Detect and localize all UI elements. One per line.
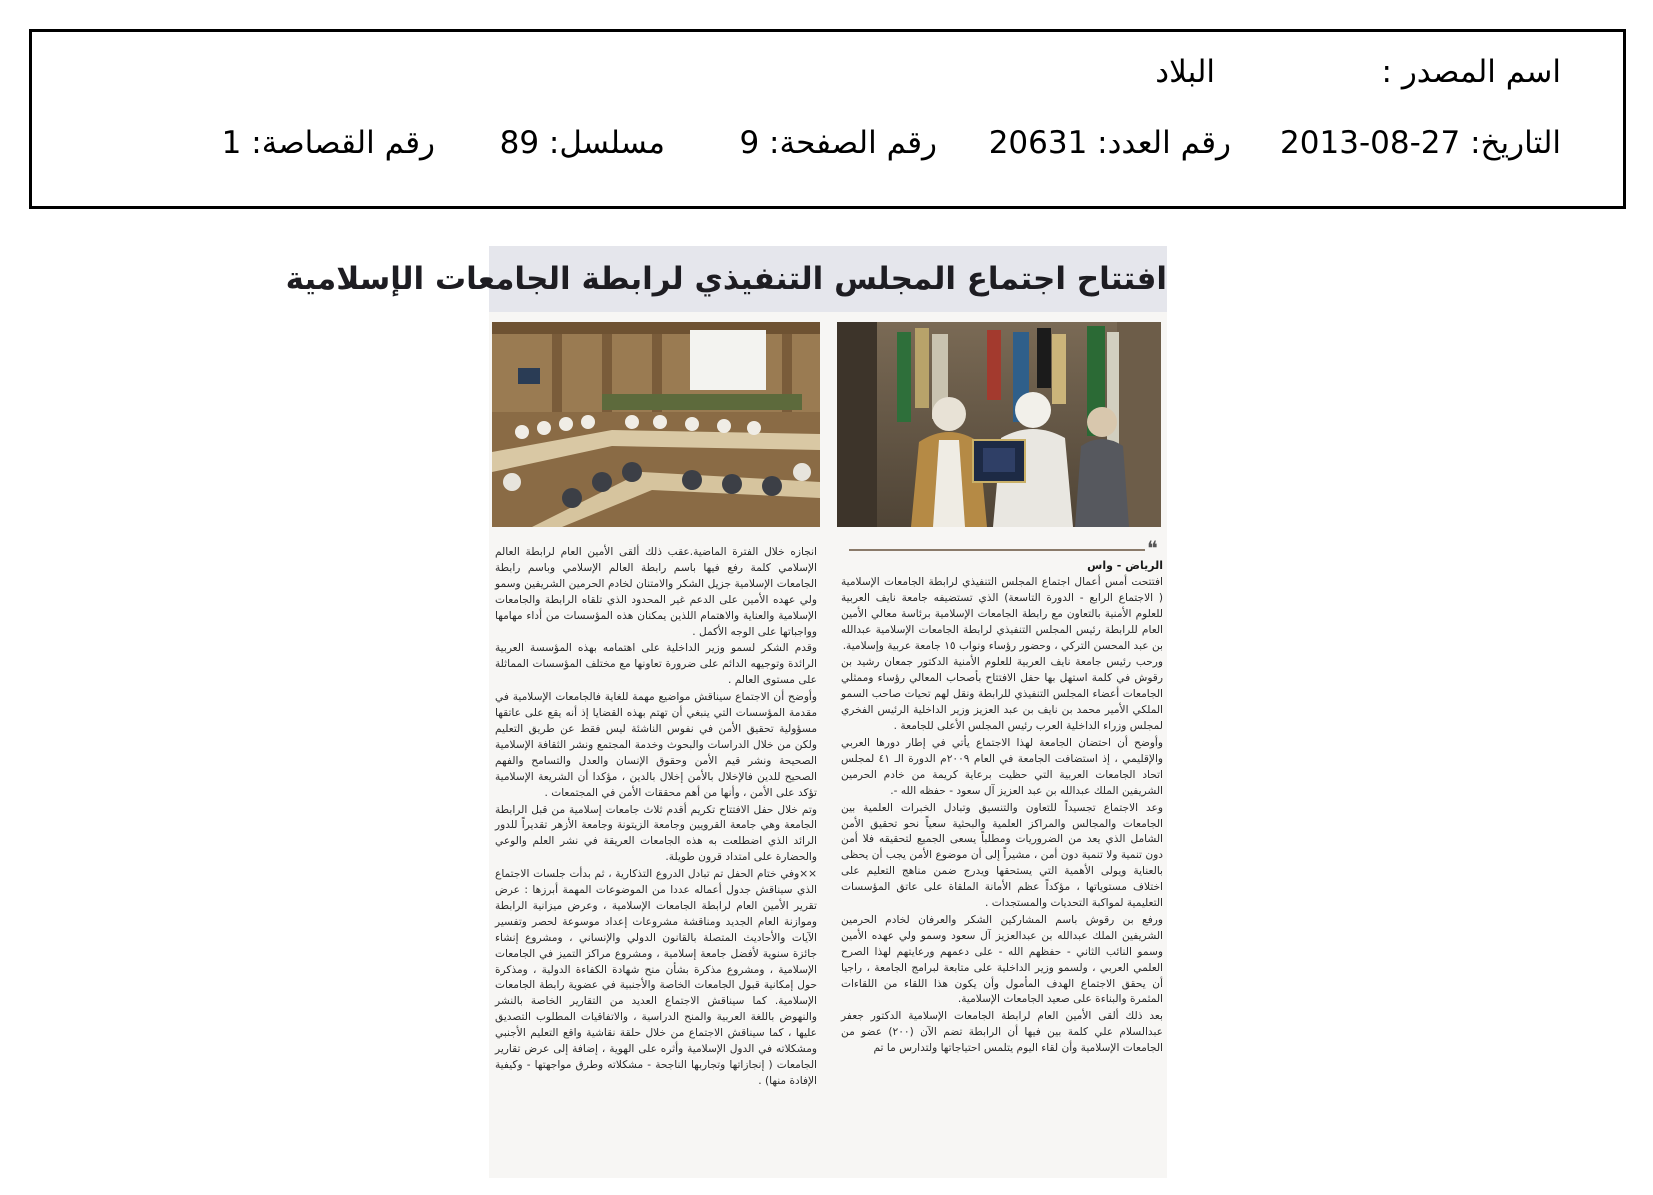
meeting-room-photo xyxy=(492,322,820,527)
article-right-column xyxy=(841,558,1163,1168)
award-ceremony-illustration xyxy=(837,322,1161,527)
serial-number-field: مسلسل: 89 xyxy=(499,125,665,161)
paragraph: ورفع بن رقوش باسم المشاركين الشكر والعرفان لخادم الحرمين الشريفين الملك عبدالله بن عبدالعزيز آل سعود وسمو ولي عهده الأمين وسمو النائب الثاني - حفظهم الله - على دعمهم ورعايتهم لهذا الصرح العلمي العربي ، ولسمو وزير الداخلية على متابعة لبرامج الجامعة ، راجيا أن يحقق الاجتماع الهدف المأمول وأن يكون هذا اللقاء من اللقاءات المثمرة والبناءة على صعيد الجامعات الإسلامية. xyxy=(841,913,1163,1006)
meeting-room-illustration xyxy=(492,322,820,527)
headline-bar xyxy=(285,246,1167,312)
source-label: اسم المصدر : xyxy=(1381,54,1561,90)
paragraph: ××وفي ختام الحفل تم تبادل الدروع التذكارية ، ثم بدأت جلسات الاجتماع الذي سيناقش جدول أعماله عددا من الموضوعات المهمة أبرزها : عرض تقرير الأمين العام لرابطة الجامعات الإسلامية ، وعرض ميزانية الرابطة وموازنة العام الجديد ومناقشة مشروعات إعداد موسوعة لحصر وتفسير الآيات والأحاديث المتصلة بالقانون الدولي والإنساني ، ومشروع إنشاء جائزة سنوية لأفضل جامعة إسلامية ، ومشروع مراكز التميز في الجامعات الإسلامية ، ومشروع مذكرة بشأن منح شهادة الكفاءة الدولية ، ومذكرة حول إمكانية قبول الجامعات الخاصة والأجنبية في عضوية رابطة الجامعات الإسلامية. كما سيناقش الاجتماع العديد من التقارير الخاصة بالنشر والنهوض باللغة العربية والمنح الدراسية ، والاتفاقيات المطلوب التصديق عليها ، كما سيناقش الاجتماع من خلال حلقة نقاشية واقع التعليم الأجنبي ومشكلاته في الدول الإسلامية وأثره على الهوية ، إضافة إلى عرض تقارير الجامعات ( إنجازاتها وتجاربها الناجحة - مشكلاته وطرق مواجهتها - وكيفية الإفادة منها) . xyxy=(495,868,817,1087)
paragraph: وعد الاجتماع تجسيداً للتعاون والتنسيق وتبادل الخبرات العلمية بين الجامعات والمجالس والمراكز العلمية والبحثية سعياً نحو تحقيق الأمن الشامل الذي يعد من الضروريات ومطلباً يسعى الجميع لتحقيقه فلا أمن دون تنمية ولا تنمية دون أمن ، مشيراً إلى أن موضوع الأمن يجب أن يحظى بالعناية ويولى الأهمية التي يستحقها ويدرج ضمن مناهج التعليم على اختلاف مستوياتها ، مؤكداً عظم الأمانة الملقاة على عاتق المؤسسات التعليمية لمواكبة التحديات والمستجدات . xyxy=(841,801,1163,910)
clip-number-field: رقم القصاصة: 1 xyxy=(221,125,435,161)
paragraph: ورحب رئيس جامعة نايف العربية للعلوم الأمنية الدكتور جمعان رشيد بن رقوش في كلمة استهل بها حفل الافتتاح بأصحاب المعالي رؤساء وممثلي الجامعات أعضاء المجلس التنفيذي للرابطة ونقل لهم تحيات صاحب السمو الملكي الأمير محمد بن نايف بن عبد العزيز وزير الداخلية الرئيس الفخري لمجلس وزراء الداخلية العرب رئيس المجلس الأعلى للجامعة . xyxy=(841,656,1163,733)
article-byline: الرياض - واس xyxy=(1087,559,1163,572)
source-value: البلاد xyxy=(1155,54,1215,90)
date-field: التاريخ: 27-08-2013 xyxy=(1280,125,1561,161)
issue-number-field: رقم العدد: 20631 xyxy=(988,125,1231,161)
paragraph: وأوضح أن احتضان الجامعة لهذا الاجتماع يأتي في إطار دورها العربي والإقليمي ، إذ استضافت الجامعة في العام ٢٠٠٩م الدورة الـ ٤١ لمجلس اتحاد الجامعات العربية التي حظيت برعاية كريمة من خادم الحرمين الشريفين الملك عبدالله بن عبد العزيز آل سعود - حفظه الله -. xyxy=(841,736,1164,797)
paragraph: وتم خلال حفل الافتتاح تكريم أقدم ثلاث جامعات إسلامية من قبل الرابطة الجامعة وهي جامعة القرويين وجامعة الزيتونة وجامعة الأزهر تقديراً للدور الرائد الذي اضطلعت به هذه الجامعات العريقة في نشر العلم والوعي والحضارة على امتداد قرون طويلة. xyxy=(495,803,817,864)
quote-mark-icon: ❝ xyxy=(1147,536,1158,560)
column-divider-rule xyxy=(849,549,1145,551)
article-left-column xyxy=(495,545,817,1175)
award-ceremony-photo xyxy=(837,322,1161,527)
article-headline: افتتاح اجتماع المجلس التنفيذي لرابطة الجامعات الإسلامية xyxy=(285,261,1167,297)
paragraph: انجازه خلال الفترة الماضية.عقب ذلك ألقى الأمين العام لرابطة العالم الإسلامي كلمة رفع فيها باسم رابطة العالم الإسلامي وباسم رابطة الجامعات الإسلامية جزيل الشكر والامتنان لخادم الحرمين الشريفين وسمو ولي عهده الأمين على الدعم غير المحدود الذي تلقاه الرابطة والجامعات الإسلامية والعناية والاهتمام اللذين يمكنان هذه المؤسسات من أداء مهامها وواجباتها على الوجه الأكمل . xyxy=(495,546,817,638)
page-number-field: رقم الصفحة: 9 xyxy=(739,125,937,161)
paragraph: وأوضح أن الاجتماع سيناقش مواضيع مهمة للغاية فالجامعات الإسلامية في مقدمة المؤسسات التي ينبغي أن تهتم بهذه القضايا إذ أنه يقع على عاتقها مسؤولية تحقيق الأمن في نفوس الناشئة ليس فقط عن طريق التعليم ولكن من خلال الدراسات والبحوث وخدمة المجتمع ونشر الثقافة الإسلامية الصحيحة ونشر قيم الأمن وحقوق الإنسان والعدل والتسامح والفهم الصحيح للدين فالإخلال بالأمن إخلال بالدين ، مؤكدا أن الشريعة الإسلامية تؤكد على الأمن ، وأنها من أهم محققات الأمن في المجتمعات . xyxy=(495,691,817,799)
paragraph: بعد ذلك ألقى الأمين العام لرابطة الجامعات الإسلامية الدكتور جعفر عبدالسلام علي كلمة بين فيها أن الرابطة تضم الآن (٢٠٠) عضو من الجامعات الإسلامية وأن لقاء اليوم يتلمس احتياجاتها ولتدارس ما تم xyxy=(841,1010,1163,1055)
paragraph: افتتحت أمس أعمال اجتماع المجلس التنفيذي لرابطة الجامعات الإسلامية ( الاجتماع الرابع - الدورة التاسعة) الذي تستضيفه جامعة نايف العربية للعلوم الأمنية بالتعاون مع رابطة الجامعات الإسلامية برئاسة معالي الأمين العام للرابطة رئيس المجلس التنفيذي لرابطة الجامعات الإسلامية عبدالله بن عبد المحسن التركي ، وحضور رؤساء ونواب ١٥ جامعة عربية وإسلامية. xyxy=(841,575,1163,652)
newspaper-clipping xyxy=(285,246,1167,1178)
paragraph: وقدم الشكر لسمو وزير الداخلية على اهتمامه بهذه المؤسسة العربية الرائدة وتوجيهه الدائم على ضرورة تعاونها مع مختلف المؤسسات المماثلة على مستوى العالم . xyxy=(495,642,817,687)
source-info-box xyxy=(29,29,1626,209)
